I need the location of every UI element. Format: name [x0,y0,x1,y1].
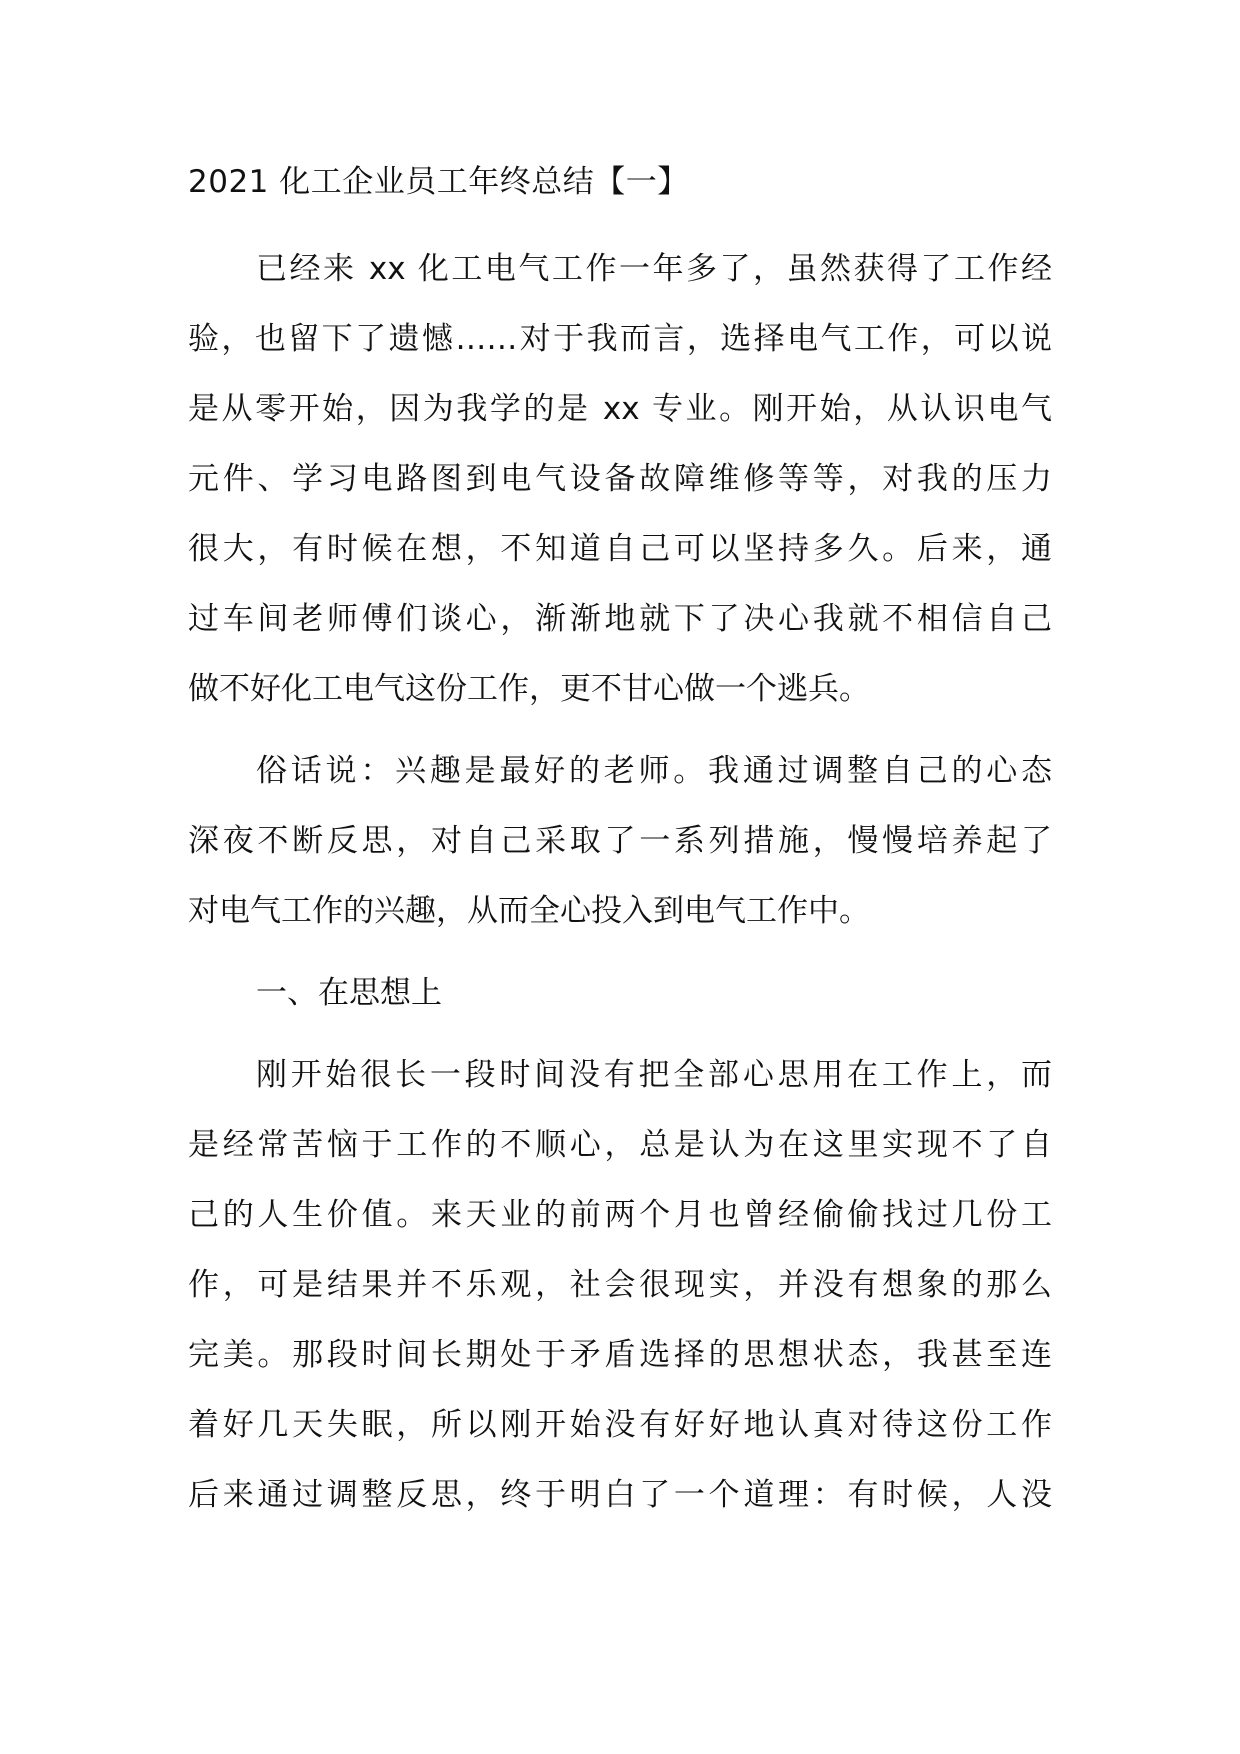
spacer [188,724,1052,736]
section-heading-text: 一、在思想上 [256,975,442,1011]
paragraph-line: 验，也留下了遗憾……对于我而言，选择电气工作，可以说 [188,321,1052,357]
paragraph-line: 元件、学习电路图到电气设备故障维修等等，对我的压力 [188,461,1052,497]
paragraph-line: 已经来 xx 化工电气工作一年多了，虽然获得了工作经 [256,251,1052,287]
document-title: 2021 化工企业员工年终总结【一】 [188,164,689,200]
paragraph-line: 刚开始很长一段时间没有把全部心思用在工作上，而 [256,1057,1052,1093]
paragraph-line: 完美。那段时间长期处于矛盾选择的思想状态，我甚至连 [188,1337,1052,1373]
paragraph-interest [188,736,1052,946]
paragraph-line: 作，可是结果并不乐观，社会很现实，并没有想象的那么 [188,1267,1052,1303]
spacer [188,1028,1052,1040]
spacer [188,946,1052,958]
paragraph-line: 己的人生价值。来天业的前两个月也曾经偷偷找过几份工 [188,1197,1052,1233]
paragraph-line: 着好几天失眠，所以刚开始没有好好地认真对待这份工作 [188,1407,1052,1443]
document-body [188,160,1052,1530]
paragraph-line: 做不好化工电气这份工作，更不甘心做一个逃兵。 [188,671,870,707]
paragraph-thoughts [188,1040,1052,1530]
spacer [188,204,1052,234]
paragraph-line: 后来通过调整反思，终于明白了一个道理：有时候，人没 [188,1477,1052,1513]
paragraph-line: 是经常苦恼于工作的不顺心，总是认为在这里实现不了自 [188,1127,1052,1163]
paragraph-line: 对电气工作的兴趣，从而全心投入到电气工作中。 [188,893,870,929]
paragraph-line: 俗话说：兴趣是最好的老师。我通过调整自己的心态 [256,753,1052,789]
paragraph-line: 是从零开始，因为我学的是 xx 专业。刚开始，从认识电气 [188,391,1052,427]
paragraph-line: 深夜不断反思，对自己采取了一系列措施，慢慢培养起了 [188,823,1052,859]
paragraph-line: 很大，有时候在想，不知道自己可以坚持多久。后来，通 [188,531,1052,567]
paragraph-line: 过车间老师傅们谈心，渐渐地就下了决心我就不相信自己 [188,601,1052,637]
paragraph-intro [188,234,1052,724]
section-heading [188,958,1052,1028]
